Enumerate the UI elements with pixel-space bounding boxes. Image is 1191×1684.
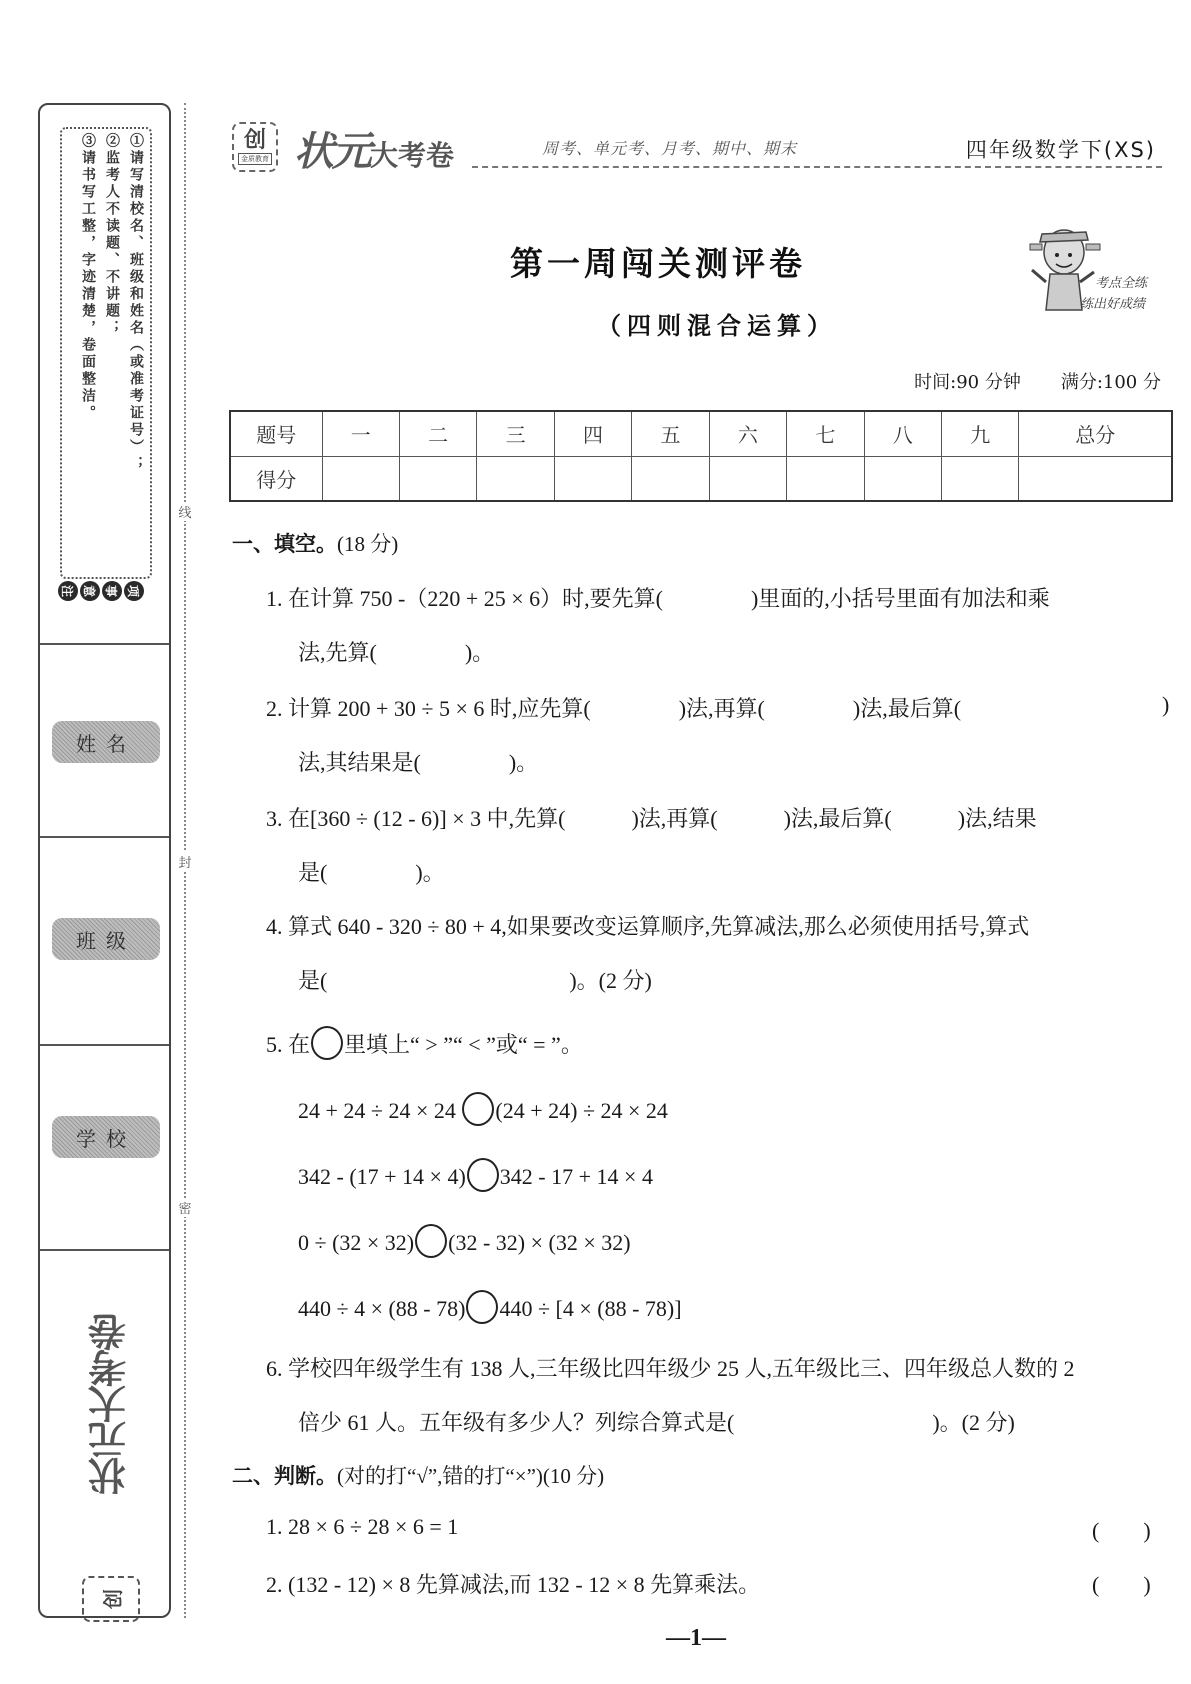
header-divider — [472, 166, 1162, 168]
exam-full-score: 满分:100 分 — [1060, 372, 1161, 393]
notice-line-2: ②监考人不读题、不讲题； — [104, 133, 120, 337]
header-cell: 总分 — [1019, 411, 1172, 456]
section-2-title: 二、判断。 — [232, 1464, 337, 1488]
q1-line-2: 法,先算( )。 — [298, 640, 495, 665]
binding-strip — [38, 103, 171, 1618]
score-cell[interactable] — [554, 456, 631, 501]
score-cell[interactable] — [477, 456, 554, 501]
class-field-label[interactable]: 班级 — [52, 918, 160, 960]
comparison-left: 440 ÷ 4 × (88 - 78) — [298, 1296, 466, 1321]
judge-item-2: 2. (132 - 12) × 8 先算减法,而 132 - 12 × 8 先算乘法。 — [266, 1572, 761, 1597]
brand-logo — [294, 120, 454, 177]
score-cell[interactable] — [632, 456, 709, 501]
answer-circle[interactable] — [415, 1224, 447, 1258]
q4-line-2: 是( )。(2 分) — [298, 968, 652, 993]
exam-types: 周考、单元考、月考、期中、期末 — [542, 139, 798, 158]
score-cell[interactable] — [1019, 456, 1172, 501]
class-field-section — [40, 838, 169, 1046]
q2-line-1: 2. 计算 200 + 30 ÷ 5 × 6 时,应先算( )法,再算( )法,最后算( — [266, 696, 962, 721]
grade-subject: 四年级数学下(XS) — [965, 138, 1156, 162]
comparison-left: 0 ÷ (32 × 32) — [298, 1230, 415, 1255]
logo-icon: 创 — [243, 128, 266, 153]
header-cell: 七 — [787, 411, 864, 456]
judge-answer-box-2[interactable]: ( ) — [1092, 1572, 1151, 1597]
comparison-right: (24 + 24) ÷ 24 × 24 — [495, 1098, 668, 1123]
logo-subtext: 金质教育 — [238, 153, 272, 165]
section-1-title: 一、填空。 — [232, 532, 337, 556]
section-2-heading — [232, 1460, 604, 1490]
q6-line-1: 6. 学校四年级学生有 138 人,三年级比四年级少 25 人,五年级比三、四年级总人数的 2 — [266, 1356, 1075, 1381]
header-cell: 九 — [942, 411, 1019, 456]
q1-line-1: 1. 在计算 750 -（220 + 25 × 6）时,要先算( )里面的,小括号里面有加法和乘 — [266, 586, 1050, 611]
side-brand — [80, 1265, 140, 1645]
answer-circle[interactable] — [467, 1158, 499, 1192]
exam-time: 时间:90 分钟 — [914, 372, 1021, 393]
comparison-right: 440 ÷ [4 × (88 - 78)] — [499, 1296, 682, 1321]
comparison-left: 24 + 24 ÷ 24 × 24 — [298, 1098, 456, 1123]
page-number: —1— — [666, 1625, 726, 1651]
page-header — [232, 118, 1172, 176]
page-subtitle: （四则混合运算） — [597, 311, 837, 340]
brand-name-small: 大考卷 — [370, 139, 455, 172]
header-cell: 五 — [632, 411, 709, 456]
q2-line-1-end: ) — [1162, 692, 1170, 717]
comparison-row — [298, 1092, 668, 1126]
score-row-label: 得分 — [230, 456, 322, 501]
q5-prompt-post: 里填上“ > ”“ < ”或“ = ”。 — [344, 1032, 583, 1057]
answer-circle[interactable] — [462, 1092, 494, 1126]
comparison-left: 342 - (17 + 14 × 4) — [298, 1164, 466, 1189]
notice-tag-char: 事 — [102, 581, 122, 601]
q4-line-1: 4. 算式 640 - 320 ÷ 80 + 4,如果要改变运算顺序,先算减法,那么必须使用括号,算式 — [266, 914, 1030, 939]
notice-box — [60, 127, 152, 579]
page-title: 第一周闯关测评卷 — [510, 244, 806, 283]
header-cell: 题号 — [230, 411, 322, 456]
mascot-speech-1: 考点全练 — [1095, 276, 1148, 291]
judge-answer-box-1[interactable]: ( ) — [1092, 1518, 1151, 1543]
header-cell: 一 — [322, 411, 399, 456]
header-cell: 六 — [709, 411, 786, 456]
notice-text — [68, 133, 148, 573]
score-table-header-row — [230, 411, 1172, 456]
notice-heading — [58, 581, 144, 601]
brand-name: 状元 — [294, 129, 370, 175]
header-cell: 二 — [399, 411, 476, 456]
section-2-points: (10 分) — [542, 1464, 605, 1488]
comparison-right: 342 - 17 + 14 × 4 — [499, 1164, 653, 1189]
answer-circle[interactable] — [466, 1290, 498, 1324]
section-1-heading — [232, 528, 398, 558]
q3-line-1: 3. 在[360 ÷ (12 - 6)] × 3 中,先算( )法,再算( )法,最后算( )法,结果 — [266, 806, 1037, 831]
notice-tag-char: 项 — [124, 581, 144, 601]
notice-line-3: ③请书写工整，字迹清楚，卷面整洁。 — [80, 133, 96, 422]
comparison-right: (32 - 32) × (32 × 32) — [448, 1230, 631, 1255]
q5-prompt — [266, 1026, 583, 1060]
circle-icon — [311, 1026, 343, 1060]
notice-tag-char: 注 — [58, 581, 78, 601]
name-field-section — [40, 645, 169, 838]
score-cell[interactable] — [942, 456, 1019, 501]
mascot-speech-2: 练出好成绩 — [1080, 297, 1146, 312]
cut-mark-line: 线 — [177, 502, 193, 521]
cut-mark-secret: 密 — [177, 1198, 193, 1217]
comparison-row — [298, 1224, 631, 1258]
section-1-points: (18 分) — [337, 532, 399, 556]
notice-tag-char: 意 — [80, 581, 100, 601]
exam-meta — [914, 368, 1161, 394]
score-table-score-row — [230, 456, 1172, 501]
publisher-logo — [232, 122, 278, 172]
score-cell[interactable] — [399, 456, 476, 501]
section-2-instruction: (对的打“√”,错的打“×”) — [337, 1464, 543, 1488]
score-cell[interactable] — [709, 456, 786, 501]
notice-section — [40, 105, 169, 645]
header-cell: 三 — [477, 411, 554, 456]
notice-line-1: ①请写清校名、班级和姓名（或准考证号）； — [128, 133, 144, 473]
score-cell[interactable] — [864, 456, 941, 501]
school-field-section — [40, 1046, 169, 1251]
name-field-label[interactable]: 姓名 — [52, 721, 160, 763]
comparison-row — [298, 1290, 682, 1324]
header-cell: 八 — [864, 411, 941, 456]
q5-prompt-pre: 5. 在 — [266, 1032, 311, 1057]
q2-line-2: 法,其结果是( )。 — [298, 750, 539, 775]
q6-line-2: 倍少 61 人。五年级有多少人？列综合算式是( )。(2 分) — [298, 1410, 1015, 1435]
score-table — [229, 410, 1173, 502]
side-logo-icon: 创 — [82, 1576, 140, 1622]
side-brand-logo-text: 状元大考卷 — [88, 1315, 133, 1495]
q3-line-2: 是( )。 — [298, 860, 445, 885]
header-cell: 四 — [554, 411, 631, 456]
comparison-row — [298, 1158, 653, 1192]
school-field-label[interactable]: 学校 — [52, 1116, 160, 1158]
cut-mark-seal: 封 — [177, 852, 193, 871]
score-cell[interactable] — [787, 456, 864, 501]
judge-item-1: 1. 28 × 6 ÷ 28 × 6 = 1 — [266, 1514, 459, 1539]
score-cell[interactable] — [322, 456, 399, 501]
